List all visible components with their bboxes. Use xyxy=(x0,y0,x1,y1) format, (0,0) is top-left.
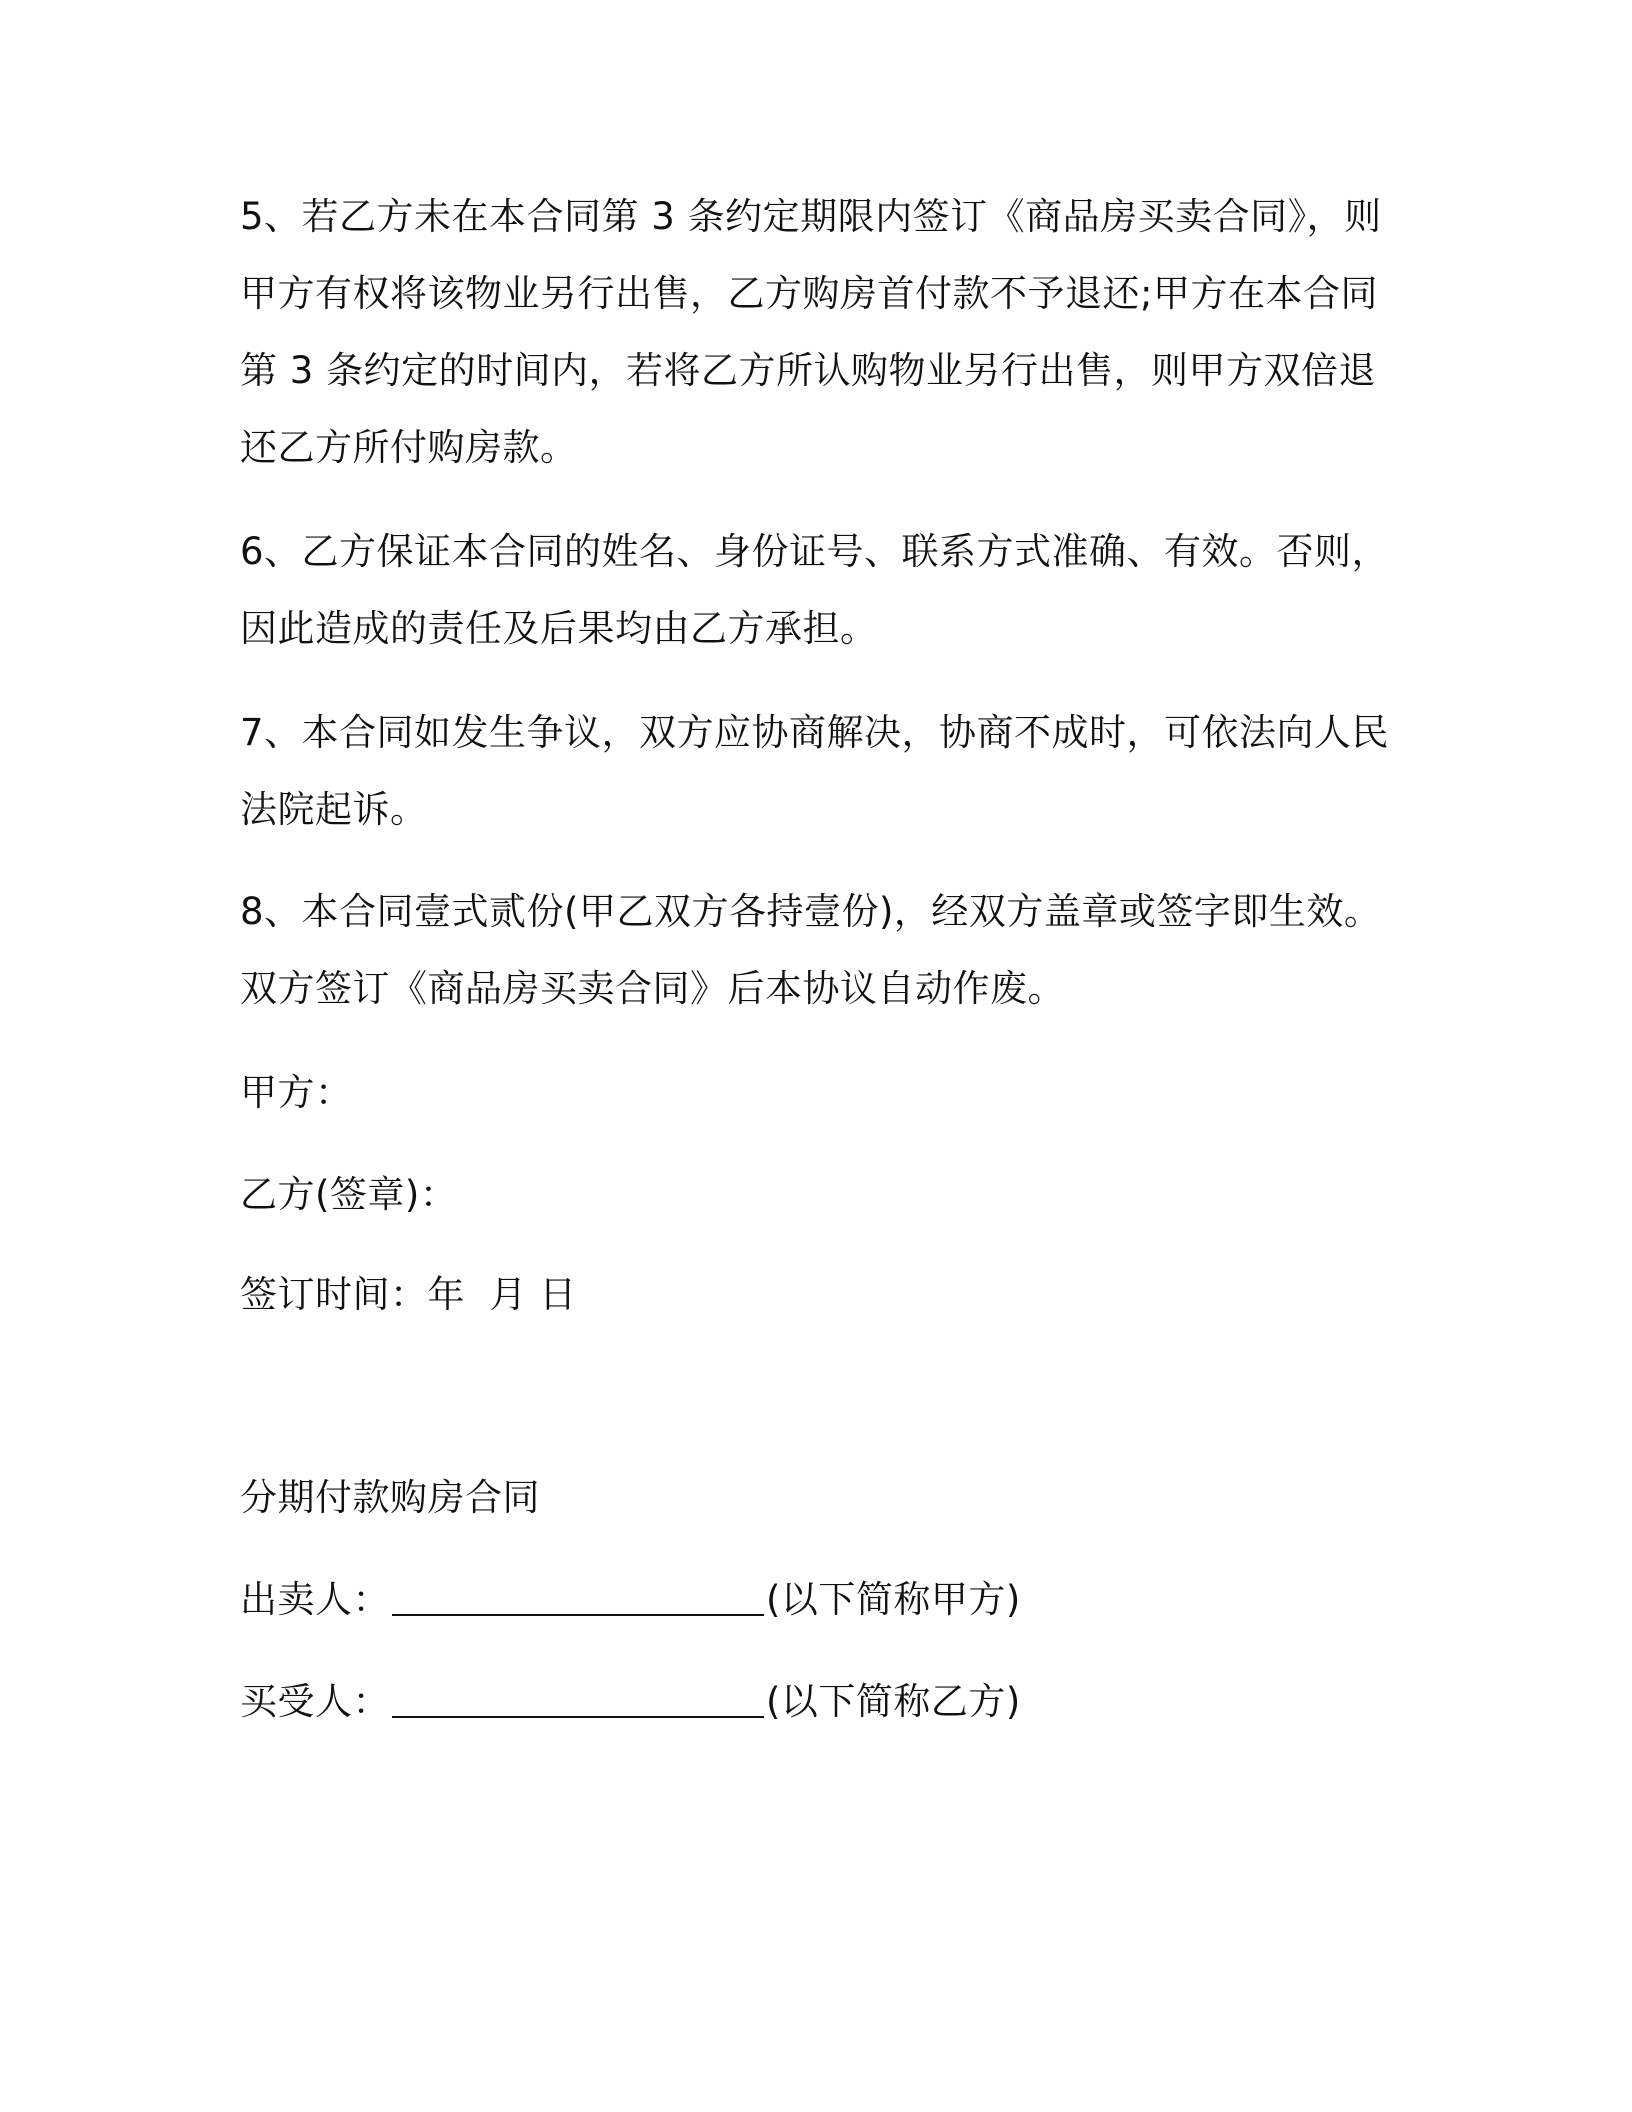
clause-6 xyxy=(240,513,1400,667)
second-contract-title xyxy=(240,1459,1400,1536)
clause-7-line-1: 7、本合同如发生争议，双方应协商解决，协商不成时，可依法向人民 xyxy=(240,711,1390,754)
signing-date xyxy=(240,1256,1400,1333)
buyer-blank-line xyxy=(392,1686,764,1718)
party-a-signature xyxy=(240,1054,1400,1131)
party-b-signature xyxy=(240,1156,1400,1233)
party-b-label: 乙方(签章)： xyxy=(240,1173,458,1216)
clause-6-line-2: 因此造成的责任及后果均由乙方承担。 xyxy=(240,607,878,650)
seller-suffix: (以下简称甲方) xyxy=(766,1578,1021,1621)
buyer-label: 买受人： xyxy=(240,1680,390,1723)
clause-8 xyxy=(240,873,1400,1027)
clause-8-line-2: 双方签订《商品房买卖合同》后本协议自动作废。 xyxy=(240,967,1065,1010)
signing-date-label: 签订时间： xyxy=(240,1273,428,1316)
seller-row xyxy=(240,1561,1400,1638)
clause-6-line-1: 6、乙方保证本合同的姓名、身份证号、联系方式准确、有效。否则， xyxy=(240,530,1390,573)
signing-date-value: 年 月 日 xyxy=(427,1273,577,1316)
clause-5 xyxy=(240,178,1400,486)
clause-7 xyxy=(240,694,1400,848)
clause-7-line-2: 法院起诉。 xyxy=(240,788,428,831)
clause-5-line-2: 甲方有权将该物业另行出售，乙方购房首付款不予退还;甲方在本合同 xyxy=(240,272,1378,315)
buyer-row xyxy=(240,1663,1400,1740)
seller-label: 出卖人： xyxy=(240,1578,390,1621)
clause-8-line-1: 8、本合同壹式贰份(甲乙双方各持壹份)，经双方盖章或签字即生效。 xyxy=(240,890,1382,933)
seller-blank-line xyxy=(392,1584,764,1616)
clause-5-line-3: 第 3 条约定的时间内，若将乙方所认购物业另行出售，则甲方双倍退 xyxy=(240,349,1377,392)
party-a-label: 甲方： xyxy=(240,1071,353,1114)
clause-5-line-1: 5、若乙方未在本合同第 3 条约定期限内签订《商品房买卖合同》，则 xyxy=(240,195,1382,238)
clause-5-line-4: 还乙方所付购房款。 xyxy=(240,426,578,469)
buyer-suffix: (以下简称乙方) xyxy=(766,1680,1021,1723)
contract-title: 分期付款购房合同 xyxy=(240,1476,540,1519)
